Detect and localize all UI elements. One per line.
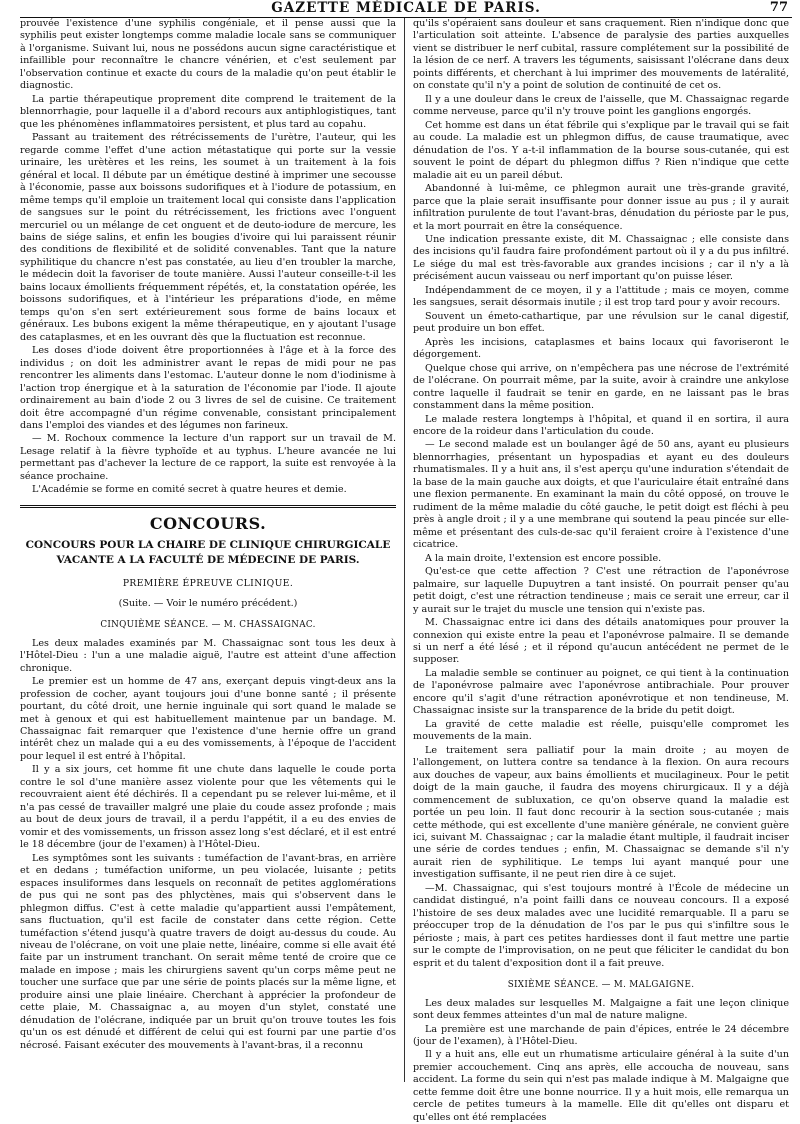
paragraph: prouvée l'existence d'une syphilis congéniale, et il pense aussi que la syphilis peut exister longtemps comme maladie locale sans se communiquer à l'organisme. Suivant lui, nous ne possédons aucun signe caractéristique et infaillible pour reconnaître le chancre vénérien, et c'est seulement par l'observation continue et exacte du cours de la maladie qu'on peut établir le diagnostic. <box>20 18 396 92</box>
epreuve-heading: PREMIÈRE ÉPREUVE CLINIQUE. <box>122 577 294 589</box>
section-title: CONCOURS. <box>149 513 267 533</box>
paragraph: Le malade restera longtemps à l'hôpital, et quand il en sortira, il aura encore de la roideur dans l'articulation du coude. <box>413 413 789 437</box>
paragraph: Indépendamment de ce moyen, il y a l'attitude ; mais ce moyen, comme les sangsues, serait désormais inutile ; il est trop tard pour y avoir recours. <box>413 284 789 309</box>
paragraph: L'Académie se forme en comité secret à quatre heures et demie. <box>32 484 347 496</box>
seance-heading-2: SIXIÈME SÉANCE. — M. MALGAIGNE. <box>507 980 695 991</box>
paragraph: qu'ils s'opéraient sans douleur et sans craquement. Rien n'indique donc que l'articulation soit atteinte. L'absence de paralysie des parties auxquelles vient se distribuer le nerf cubital, rassure complétement sur la possibilité de la lésion de ce nerf. A travers les téguments, saisissant l'olécrane dans deux points différents, et cherchant à lui imprimer des mouvements de latéralité, on constate qu'il n'y a point de solution de continuité de cet os. <box>413 18 789 92</box>
paragraph: Il y a six jours, cet homme fit une chute dans laquelle le coude porta contre le sol d'une manière assez violente pour que les vêtements qui le recouvraient aient été déchirés. Il a cependant pu se relever lui-même, et il n'a pas cessé de travailler malgré une plaie du coude assez profonde ; mais au bout de deux jours de travail, il a perdu l'appétit, il a eu des envies de vomir et des vomissements, un frisson assez long s'est déclaré, et il est entré le 18 décembre (jour de l'examen) à l'Hôtel-Dieu. <box>20 764 396 851</box>
paragraph: Passant au traitement des rétrécissements de l'urètre, l'auteur, qui les regarde comme l'effet d'une action métastatique qui porte sur la vessie urinaire, les urètères et les reins, les soumet à un traitement à la fois général et local. Il débute par un émétique destiné à imprimer une secousse à l'économie, passe aux boissons sudorifiques et à l'iodure de potassium, en même temps qu'il emploie un traitement local qui consiste dans l'application de sangsues sur le point du rétrécissement, les frictions avec l'onguent mercuriel ou un mélange de cet onguent et de deuto-iodure de mercure, les bains de siége salins, et enfin les bougies d'ivoire qui lui paraissent réunir des conditions de flexibilité et de solidité convenables. Tant que la nature syphilitique du chancre n'est pas constatée, au lieu d'en troubler la marche, le médecin doit la favoriser de toute manière. Aussi l'auteur conseille-t-il les bains locaux émollients fréquemment répétés, et, la constatation opérée, les boissons sudorifiques, et à l'intérieur les préparations d'iode, en même temps qu'on s'en sert extérieurement sous forme de bains locaux et généraux. Les bubons exigent la même thérapeutique, en y ajoutant l'usage des cataplasmes, et en les ouvrant dès que la fluctuation est reconnue. <box>20 132 396 343</box>
paragraph: Les deux malades sur lesquelles M. Malgaigne a fait une leçon clinique sont deux femmes atteintes d'un mal de nature maligne. <box>413 997 789 1022</box>
paragraph: Qu'est-ce que cette affection ? C'est une rétraction de l'aponévrose palmaire, sur laquelle Dupuytren a tant insisté. On pourrait penser qu'au petit doigt, c'est une rétraction tendineuse ; mais ce serait une erreur, car il y aurait sur le trajet du muscle une tension qui n'existe pas. <box>413 566 789 615</box>
paragraph: Cet homme est dans un état fébrile qui s'explique par le travail qui se fait au coude. La maladie est un phlegmon diffus, de cause traumatique, avec dénudation de l'os. Y a-t-il inflammation de la bourse sous-cutanée, qui est souvent le point de départ du phlegmon diffus ? Rien n'indique que cette maladie ait eu un pareil début. <box>413 119 789 181</box>
paragraph: Une indication pressante existe, dit M. Chassaignac ; elle consiste dans des incisions qu'il faudra faire profondément partout où il y a du pus infiltré. Le siége du mal est très-favorable aux grandes incisions ; car il n'y a là précisément aucun vaisseau ou nerf important qu'on puisse léser. <box>413 233 789 283</box>
paragraph: La maladie semble se continuer au poignet, ce qui tient à la continuation de l'aponévrose palmaire avec l'aponévrose antibrachiale. Pour prouver encore qu'il s'agit d'une rétraction aponévrotique et non tendineuse, M. Chassaignac insiste sur la transparence de la bride du petit doigt. <box>413 667 789 717</box>
paragraph: — M. Rochoux commence la lecture d'un rapport sur un travail de M. Lesage relatif à la fièvre typhoïde et au typhus. L'heure avancée ne lui permettant pas d'achever la lecture de ce rapport, la suite est renvoyée à la séance prochaine. <box>20 433 396 482</box>
concours-heading-line1: CONCOURS POUR LA CHAIRE DE CLINIQUE CHIRURGICALE <box>25 538 391 551</box>
paragraph: — Le second malade est un boulanger âgé de 50 ans, ayant eu plusieurs blennorrhagies, présentant un hypospadias et ayant eu des douleurs rhumatismales. Il y a huit ans, il s'est aperçu qu'une induration s'étendait de la base de la main gauche aux doigts, et que l'auriculaire était entraîné dans une flexion permanente. En examinant la main du côté opposé, on trouve le rudiment de la même maladie du côté gauche, le petit doigt est fléchi à peu près à angle droit ; il y a une membrane qui soutend la peau pincée sur elle-même et présentant des culs-de-sac qu'il feraient croire à l'existence d'une cicatrice. <box>413 439 789 551</box>
paragraph: Le premier est un homme de 47 ans, exerçant depuis vingt-deux ans la profession de cocher, ayant toujours joui d'une bonne santé ; il présente pourtant, du côté droit, une hernie inguinale qui sort quand le malade se met à genoux et qui est habituellement maintenue par un bandage. M. Chassaignac fait remarquer que l'existence d'une hernie offre un grand intérêt chez un malade qui a eu des vomissements, à l'époque de l'accident pour lequel il est entré à l'hôpital. <box>20 676 396 762</box>
two-column-body <box>20 18 792 1123</box>
paragraph: Les symptômes sont les suivants : tuméfaction de l'avant-bras, en arrière et en dedans ; tuméfaction uniforme, un peu violacée, luisante ; petits espaces insuliformes dans lesquels on reconnaît de petites agglomérations de pus qui ne sont pas des phlyctènes, mais qui s'observent dans le phlegmon diffus. C'est à cette maladie qu'appartient aussi l'empâtement, sans fluctuation, qu'il est facile de constater dans cette région. Cette tuméfaction s'étend jusqu'à quatre travers de doigt au-dessus du coude. Au niveau de l'olécrane, on voit une plaie nette, linéaire, comme si elle avait été faite par un instrument tranchant. On serait même tenté de croire que ce malade en impose ; mais les chirurgiens savent qu'un corps même peut ne toucher une surface que par une série de points placés sur la même ligne, et produire ainsi une plaie linéaire. Cherchant à apprécier la profondeur de cette plaie, M. Chassaignac a, au moyen d'un stylet, constaté une dénudation de l'olécrane, indiquée par un bruit qu'on trouve toutes les fois qu'un os est dénudé et différent de celui qui est fourni par une partie d'os nécrosé. Faisant exécuter des mouvements à l'avant-bras, il a reconnu <box>20 852 396 1051</box>
paragraph: Souvent un émeto-cathartique, par une révulsion sur le canal digestif, peut produire un bon effet. <box>413 310 789 335</box>
concours-heading-line2: VACANTE A LA FACULTÉ DE MÉDECINE DE PARIS. <box>56 554 360 567</box>
paragraph: La gravité de cette maladie est réelle, puisqu'elle compromet les mouvements de la main. <box>413 718 789 743</box>
page-number: 77 <box>769 0 788 15</box>
left-column <box>20 18 404 1082</box>
paragraph: Les doses d'iode doivent être proportionnées à l'âge et à la force des individus ; on doit les administrer avant le repas de midi pour ne pas rencontrer les aliments dans l'estomac. L'auteur donne le nom d'iodinisme à l'action trop énergique et à la saturation de l'économie par l'iode. Il ajoute ordinairement au bain d'iode 2 ou 3 livres de sel de cuisine. Ce traitement doit être accompagné d'un régime convenable, consistant principalement dans l'emploi des viandes et des légumes non farineux. <box>20 345 396 431</box>
masthead <box>20 0 792 18</box>
paragraph: —M. Chassaignac, qui s'est toujours montré à l'École de médecine un candidat distingué, n'a point failli dans ce nouveau concours. Il a exposé l'histoire de ses deux malades avec une lucidité remarquable. Il a paru se préoccuper trop de la dénudation de l'os par le pus qui s'infiltre sous le périoste ; mais, à part ces petites hardiesses dont il faut mettre une partie sur le compte de l'improvisation, on ne peut que féliciter le candidat du bon esprit et du talent d'exposition dont il a fait preuve. <box>413 882 789 969</box>
paragraph: A la main droite, l'extension est encore possible. <box>425 552 662 564</box>
paragraph: Il y a une douleur dans le creux de l'aisselle, que M. Chassaignac regarde comme nerveuse, parce qu'il n'y trouve point les ganglions engorgés. <box>413 93 789 118</box>
paragraph: Le traitement sera palliatif pour la main droite ; au moyen de l'allongement, on luttera contre sa tendance à la flexion. On aura recours aux douches de vapeur, aux bains émollients et mucilagineux. Pour le petit doigt de la main gauche, il faudra des moyens chirurgicaux. Il y a déjà commencement de subluxation, ce qu'on observe quand la maladie est portée un peu loin. Il faut donc recourir à la section sous-cutanée ; mais cette méthode, qui est excellente d'une manière générale, ne convient guère ici, suivant M. Chassaignac ; car la maladie étant multiple, il faudrait inciser une série de cordes tendues ; enfin, M. Chassaignac se demande s'il n'y aurait rien de syphilitique. Le temps lui ayant manqué pour une investigation suffisante, il ne peut rien dire à ce sujet. <box>413 744 789 881</box>
journal-title: GAZETTE MÉDICALE DE PARIS. <box>271 0 541 16</box>
paragraph: Les deux malades examinés par M. Chassaignac sont tous les deux à l'Hôtel-Dieu : l'un a une maladie aiguë, l'autre est atteint d'une affection chronique. <box>20 637 396 674</box>
suite-note: (Suite. — Voir le numéro précédent.) <box>118 597 298 609</box>
paragraph: La première est une marchande de pain d'épices, entrée le 24 décembre (jour de l'examen), à l'Hôtel-Dieu. <box>413 1023 789 1047</box>
paragraph: Quelque chose qui arrive, on n'empêchera pas une nécrose de l'extrémité de l'olécrane. On pourrait même, par la suite, avoir à craindre une ankylose contre laquelle il faudrait se tenir en garde, en ne laissant pas le bras constamment dans la même position. <box>413 362 789 412</box>
paragraph: Après les incisions, cataplasmes et bains locaux qui favoriseront le dégorgement. <box>413 336 789 361</box>
section-divider <box>20 505 396 508</box>
right-column <box>404 18 789 1123</box>
seance-heading: CINQUIÈME SÉANCE. — M. CHASSAIGNAC. <box>100 620 316 631</box>
paragraph: M. Chassaignac entre ici dans des détails anatomiques pour prouver la connexion qui existe entre la peau et l'aponévrose palmaire. Il se demande si un nerf a été lésé ; et il répond qu'aucun antécédent ne permet de le supposer. <box>413 617 789 666</box>
paragraph: Il y a huit ans, elle eut un rhumatisme articulaire général à la suite d'un premier accouchement. Cinq ans après, elle accoucha de nouveau, sans accident. La forme du sein qui n'est pas malade indique à M. Malgaigne que cette femme doit être une bonne nourrice. Il y a huit mois, elle remarqua un cercle de petites tumeurs à la mamelle. Elle dit qu'elles ont disparu et qu'elles ont été remplacées <box>413 1049 789 1123</box>
paragraph: La partie thérapeutique proprement dite comprend le traitement de la blennorrhagie, pour laquelle il a d'abord recours aux antiphlogistiques, tant que les phénomènes inflammatoires persistent, et plus tard au copahu. <box>20 93 396 130</box>
paragraph: Abandonné à lui-même, ce phlegmon aurait une très-grande gravité, parce que la plaie serait insuffisante pour donner issue au pus ; il y aurait infiltration purulente de tout l'avant-bras, dénudation du périoste par le pus, et la mort pourrait en être la conséquence. <box>413 183 789 232</box>
